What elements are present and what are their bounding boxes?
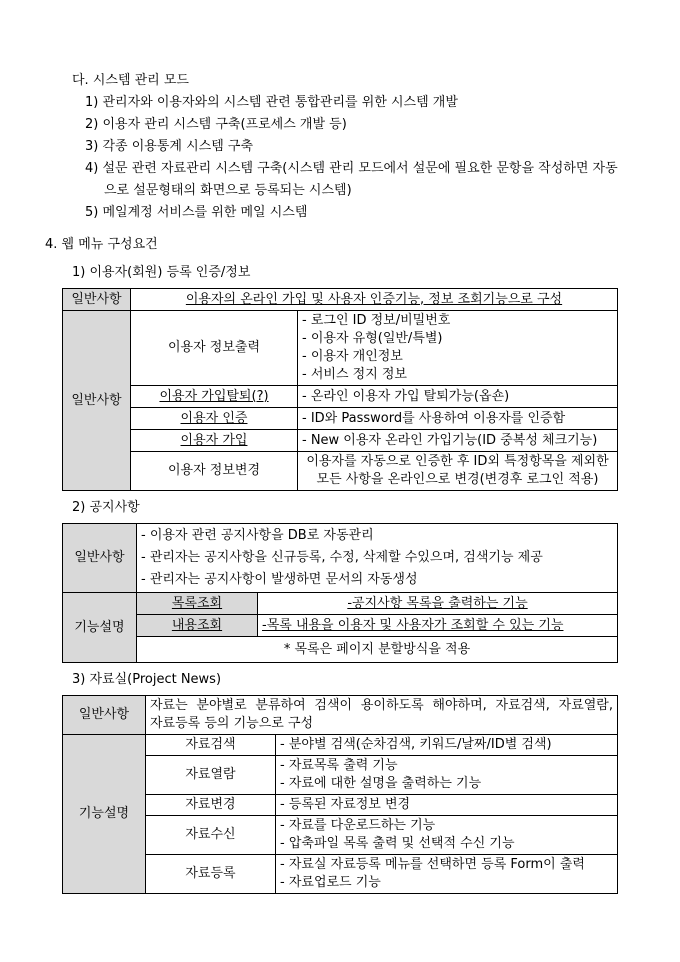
cell-label bbox=[131, 386, 298, 408]
table-row bbox=[63, 795, 618, 816]
table-row bbox=[63, 756, 618, 795]
cell-desc: 자료는 분야별로 분류하여 검색이 용이하도록 해야하며, 자료검색, 자료열람, 자료등록 등의 기능으로 구성 bbox=[146, 696, 618, 735]
row-header-cell: 일반사항 bbox=[63, 696, 146, 735]
cell-label: 자료등록 bbox=[146, 855, 276, 894]
table-cell bbox=[131, 289, 618, 311]
desc-line: - 압축파일 목록 출력 및 선택적 수신 기능 bbox=[280, 836, 515, 851]
cell-desc: - 등록된 자료정보 변경 bbox=[276, 795, 618, 816]
row-header-cell: 기능설명 bbox=[63, 735, 146, 894]
cell-label bbox=[131, 408, 298, 430]
row-header-cell: 일반사항 bbox=[63, 289, 131, 311]
desc-line: - 자료를 다운로드하는 기능 bbox=[280, 818, 436, 833]
desc-line: - 자료목록 출력 기능 bbox=[280, 758, 398, 773]
table-row bbox=[63, 735, 618, 756]
desc-line: - 관리자는 공지사항을 신규등록, 수정, 삭제할 수있으며, 검색기능 제공 bbox=[141, 550, 543, 565]
row-header-cell: 일반사항 bbox=[63, 311, 131, 491]
subheading-notice: 2) 공지사항 bbox=[72, 500, 140, 515]
cell-label: 이용자 정보변경 bbox=[131, 452, 298, 491]
table-row bbox=[63, 855, 618, 894]
table-row bbox=[63, 615, 618, 637]
desc-line: 이용자를 자동으로 인증한 후 ID외 특정항목을 제외한 bbox=[306, 454, 609, 469]
table-row bbox=[63, 593, 618, 615]
cell-desc bbox=[258, 593, 618, 615]
cell-desc: - 분야별 검색(순차검색, 키워드/날짜/ID별 검색) bbox=[276, 735, 618, 756]
cell-note: * 목록은 페이지 분할방식을 적용 bbox=[137, 637, 618, 663]
desc-line: - 로그인 ID 정보/비밀번호 bbox=[302, 313, 451, 328]
subheading-library: 3) 자료실(Project News) bbox=[72, 672, 222, 687]
desc-line: - 이용자 유형(일반/특별) bbox=[302, 331, 443, 346]
cell-label: 자료검색 bbox=[146, 735, 276, 756]
cell-text: -공지사항 목록을 출력하는 기능 bbox=[347, 595, 528, 611]
cell-text: 목록조회 bbox=[171, 595, 223, 611]
desc-line: - 이용자 관련 공지사항을 DB로 자동관리 bbox=[141, 528, 374, 543]
table-row bbox=[63, 311, 618, 386]
cell-label: 자료열람 bbox=[146, 756, 276, 795]
list-item-3: 3) 각종 이용통계 시스템 구축 bbox=[85, 139, 254, 154]
heading-system-mode: 다. 시스템 관리 모드 bbox=[72, 73, 189, 88]
cell-desc bbox=[258, 615, 618, 637]
desc-line: - 자료업로드 기능 bbox=[280, 875, 381, 890]
cell-label bbox=[131, 430, 298, 452]
cell-desc bbox=[276, 816, 618, 855]
cell-text: -목록 내용을 이용자 및 사용자가 조회할 수 있는 기능 bbox=[262, 617, 564, 633]
cell-desc bbox=[276, 855, 618, 894]
cell-label: 자료수신 bbox=[146, 816, 276, 855]
list-item-1: 1) 관리자와 이용자와의 시스템 관련 통합관리를 위한 시스템 개발 bbox=[85, 95, 458, 110]
cell-desc: - ID와 Password를 사용하여 이용자를 인증함 bbox=[298, 408, 618, 430]
list-item-5: 5) 메일계정 서비스를 위한 메일 시스템 bbox=[85, 205, 308, 220]
table-row bbox=[63, 696, 618, 735]
table-row bbox=[63, 430, 618, 452]
table-notice bbox=[62, 523, 618, 663]
table-row bbox=[63, 289, 618, 311]
cell-desc bbox=[137, 524, 618, 593]
cell-desc bbox=[298, 452, 618, 491]
table-row bbox=[63, 408, 618, 430]
desc-line: - 서비스 정지 정보 bbox=[302, 367, 407, 382]
cell-label: 이용자 정보출력 bbox=[131, 311, 298, 386]
subheading-user-registration: 1) 이용자(회원) 등록 인증/정보 bbox=[72, 265, 251, 280]
desc-line: - 자료에 대한 설명을 출력하는 기능 bbox=[280, 776, 482, 791]
table-user-registration bbox=[62, 288, 618, 491]
row-header-cell: 일반사항 bbox=[63, 524, 137, 593]
desc-line: 모든 사항을 온라인으로 변경(변경후 로그인 적용) bbox=[316, 472, 599, 487]
table-row bbox=[63, 637, 618, 663]
cell-label bbox=[137, 615, 258, 637]
list-item-4: 4) 설문 관련 자료관리 시스템 구축(시스템 관리 모드에서 설문에 필요한 문항을 작성하면 자동으로 설문형태의 화면으로 등록되는 시스템) bbox=[85, 161, 618, 198]
row-header-cell: 기능설명 bbox=[63, 593, 137, 663]
desc-line: - 자료실 자료등록 메뉴를 선택하면 등록 Form이 출력 bbox=[280, 857, 585, 872]
system-mode-list bbox=[85, 92, 630, 224]
cell-label bbox=[137, 593, 258, 615]
cell-text: 이용자 인증 bbox=[180, 410, 248, 426]
cell-desc: - 온라인 이용자 가입 탈퇴가능(옵숀) bbox=[298, 386, 618, 408]
cell-desc: - New 이용자 온라인 가입기능(ID 중복성 체크기능) bbox=[298, 430, 618, 452]
cell-desc bbox=[276, 756, 618, 795]
table-row bbox=[63, 452, 618, 491]
desc-line: - 이용자 개인정보 bbox=[302, 349, 403, 364]
list-item-2: 2) 이용자 관리 시스템 구축(프로세스 개발 등) bbox=[85, 117, 347, 132]
table-row bbox=[63, 386, 618, 408]
cell-label: 자료변경 bbox=[146, 795, 276, 816]
heading-web-menu: 4. 웹 메뉴 구성요건 bbox=[45, 237, 158, 252]
table-row bbox=[63, 524, 618, 593]
desc-line: - 관리자는 공지사항이 발생하면 문서의 자동생성 bbox=[141, 572, 418, 587]
table-library bbox=[62, 695, 618, 894]
table-row bbox=[63, 816, 618, 855]
cell-text: 이용자의 온라인 가입 및 사용자 인증기능, 정보 조회기능으로 구성 bbox=[185, 291, 563, 307]
cell-text: 내용조회 bbox=[171, 617, 223, 633]
cell-desc bbox=[298, 311, 618, 386]
cell-text: 이용자 가입탈퇴(?) bbox=[159, 388, 269, 404]
cell-text: 이용자 가입 bbox=[180, 432, 248, 448]
